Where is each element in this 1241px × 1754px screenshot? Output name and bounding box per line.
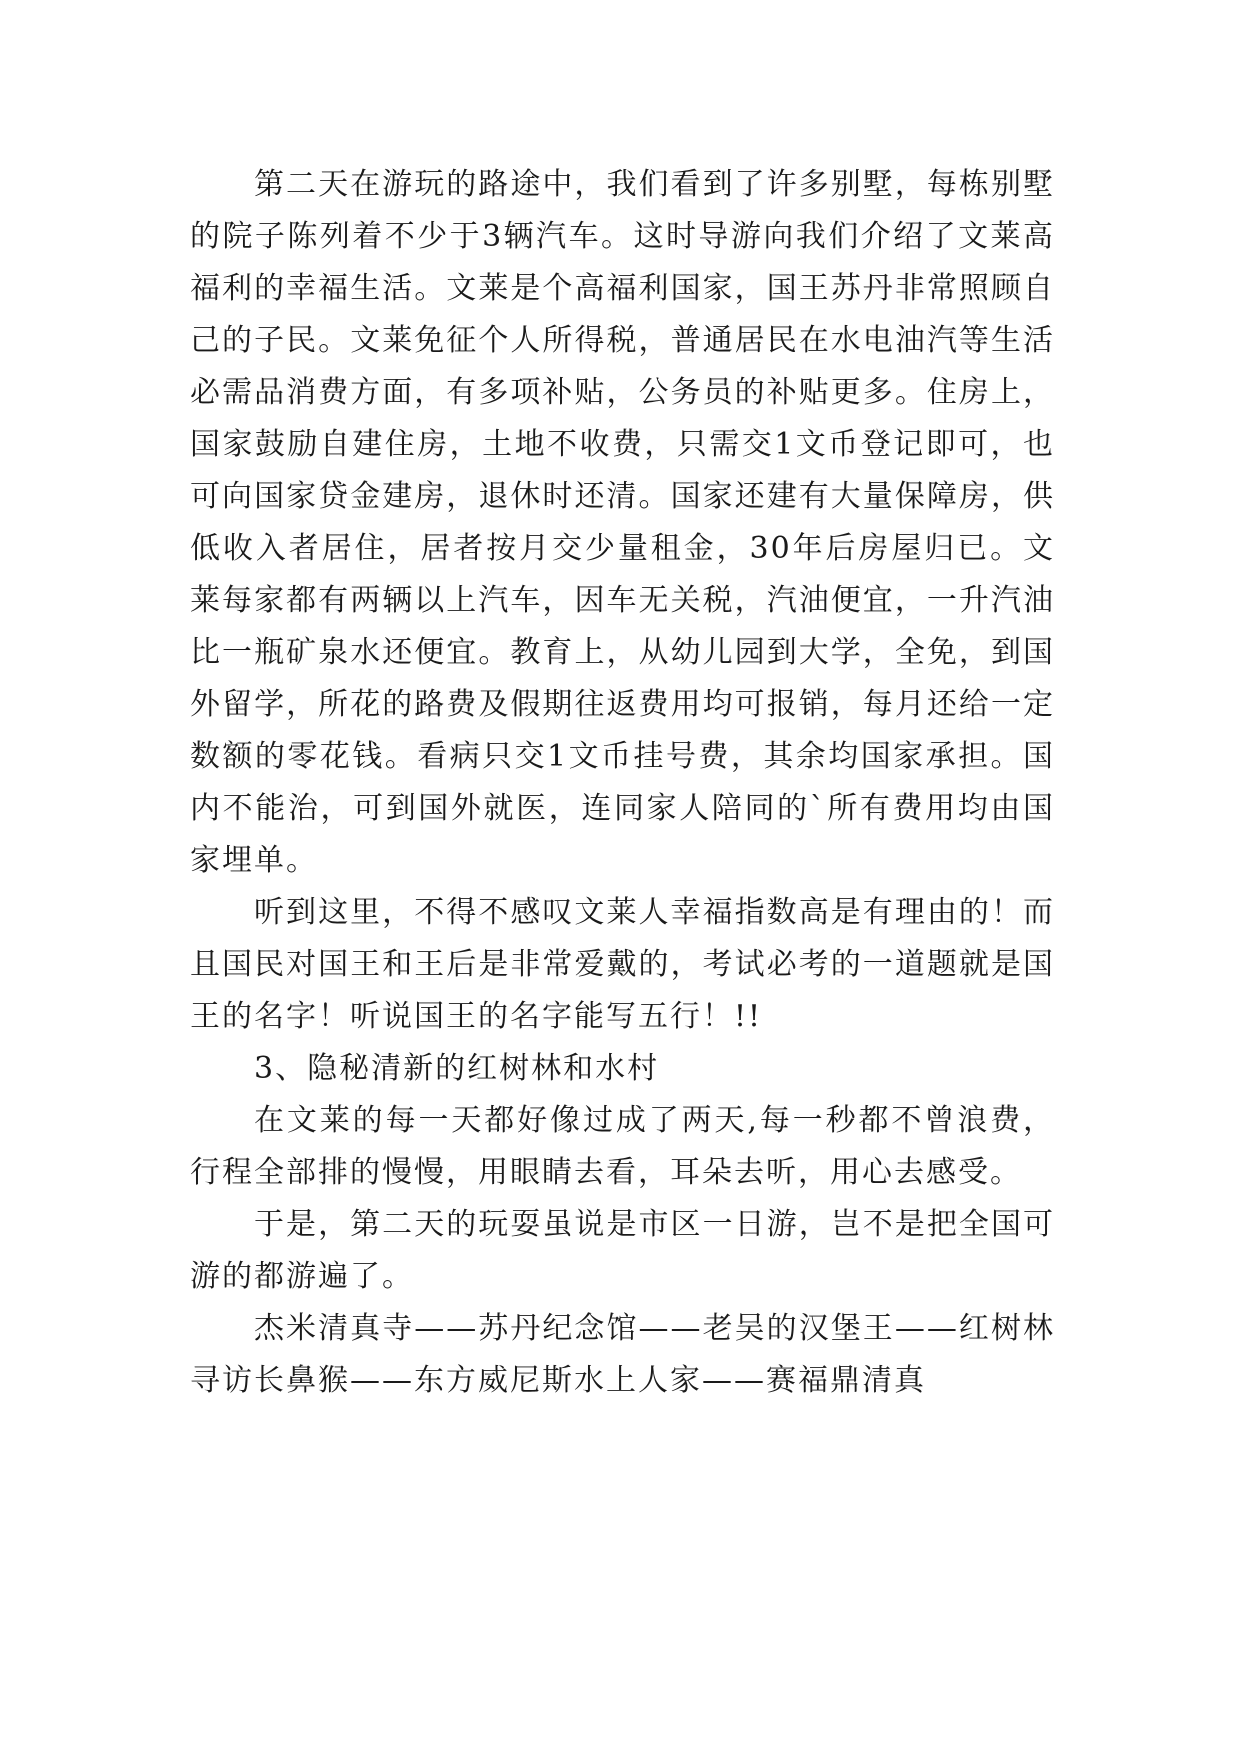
paragraph-welfare: 第二天在游玩的路途中，我们看到了许多别墅，每栋别墅的院子陈列着不少于3辆汽车。这时导游向我们介绍了文莱高福利的幸福生活。文莱是个高福利国家，国王苏丹非常照顾自己的子民。文莱免征个人所得税，普通居民在水电油汽等生活必需品消费方面，有多项补贴，公务员的补贴更多。住房上，国家鼓励自建住房，土地不收费，只需交1文币登记即可，也可向国家贷金建房，退休时还清。国家还建有大量保障房，供低收入者居住，居者按月交少量租金，30年后房屋归已。文莱每家都有两辆以上汽车，因车无关税，汽油便宜，一升汽油比一瓶矿泉水还便宜。教育上，从幼儿园到大学，全免，到国外留学，所花的路费及假期往返费用均可报销，每月还给一定数额的零花钱。看病只交1文币挂号费，其余均国家承担。国内不能治，可到国外就医，连同家人陪同的`所有费用均由国家埋单。 xyxy=(190,167,1055,878)
paragraph-itinerary: 杰米清真寺——苏丹纪念馆——老吴的汉堡王——红树林寻访长鼻猴——东方威尼斯水上人家——赛福鼎清真 xyxy=(190,1311,1055,1398)
document-body xyxy=(190,159,1055,1407)
paragraph-every-day: 在文莱的每一天都好像过成了两天,每一秒都不曾浪费，行程全部排的慢慢，用眼睛去看，耳朵去听，用心去感受。 xyxy=(190,1103,1055,1190)
paragraph-happiness: 听到这里，不得不感叹文莱人幸福指数高是有理由的！而且国民对国王和王后是非常爱戴的，考试必考的一道题就是国王的名字！听说国王的名字能写五行！!! xyxy=(190,895,1055,1034)
paragraph-city-tour: 于是，第二天的玩耍虽说是市区一日游，岂不是把全国可游的都游遍了。 xyxy=(190,1207,1055,1294)
section-heading-mangrove: 3、隐秘清新的红树林和水村 xyxy=(254,1051,660,1086)
